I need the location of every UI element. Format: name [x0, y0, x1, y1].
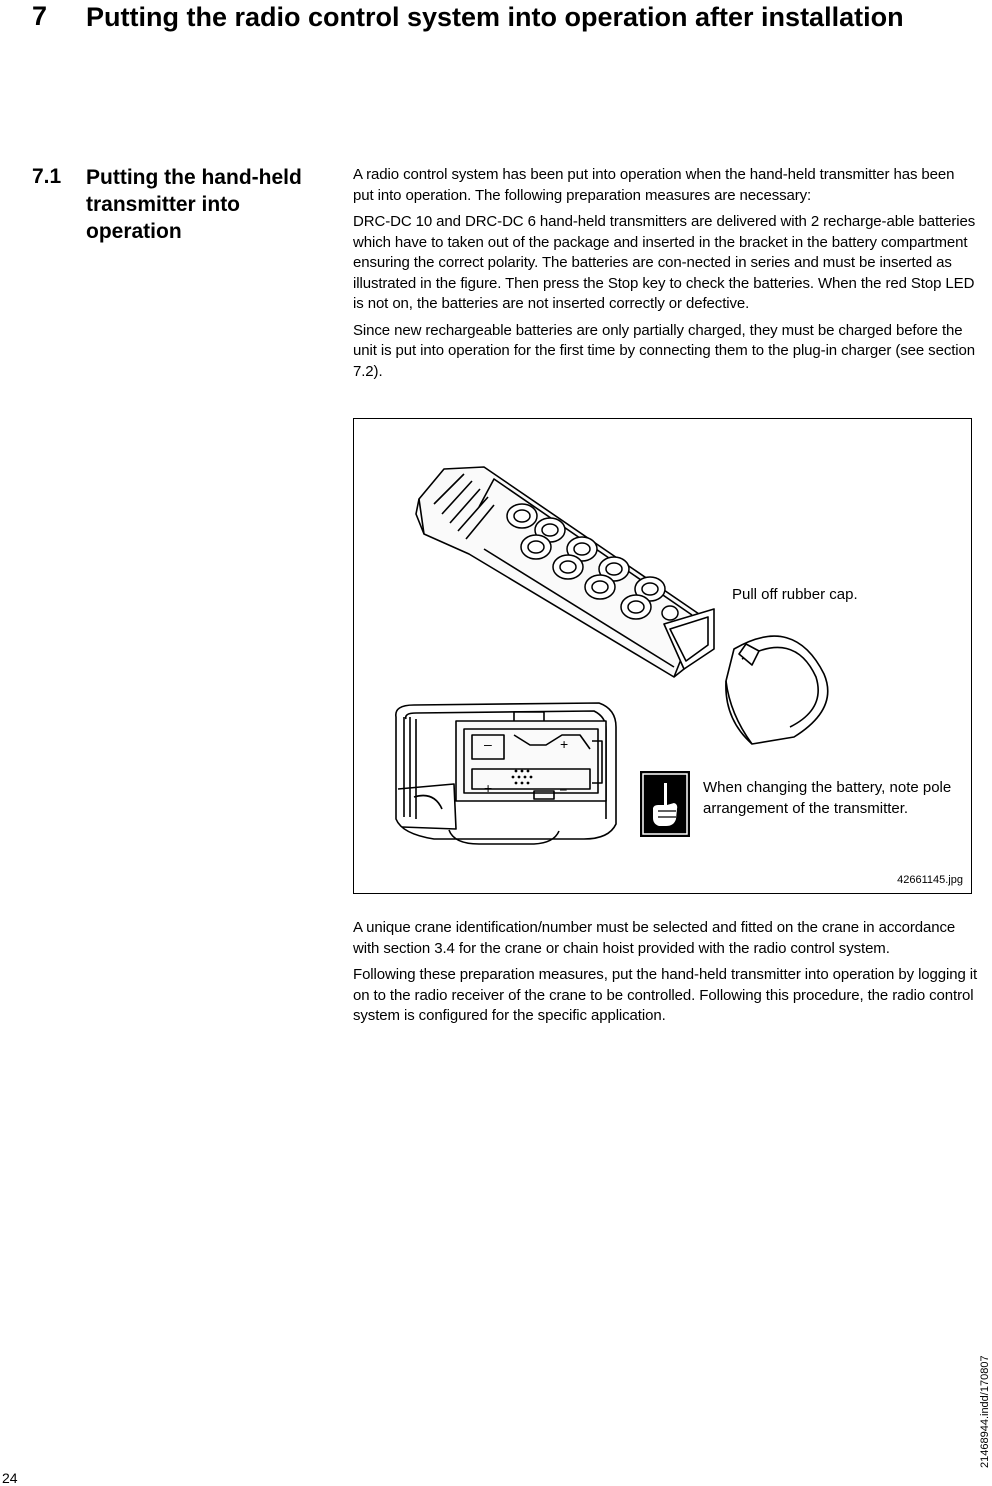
battery-plus-bottom: + — [484, 780, 493, 796]
battery-minus-bottom: – — [560, 782, 567, 796]
note-hand-icon — [640, 771, 690, 837]
body-text-bottom — [353, 918, 978, 1033]
paragraph: DRC-DC 10 and DRC-DC 6 hand-held transmitters are delivered with 2 recharge-able batteries which have to taken out of the package and inserted in the bracket in the battery compartment ensuring the correct polarity. The batteries are con-nected in series and must be inserted as illustrated in the figure. Then press the Stop key to check the batteries. When the red Stop LED is not on, the batteries are not inserted correctly or defective. — [353, 213, 976, 312]
figure-battery-change — [353, 418, 972, 894]
battery-minus-top: – — [484, 736, 492, 752]
note-text: When changing the battery, note pole arrangement of the transmitter. — [703, 779, 952, 817]
pointing-hand-icon — [640, 771, 690, 837]
battery-plus-top: + — [560, 736, 569, 752]
rubber-cap-drawing — [726, 636, 828, 744]
paragraph: A unique crane identification/number must be selected and fitted on the crane in accordance with section 3.4 for the crane or chain hoist provided with the radio control system. — [353, 919, 956, 957]
body-text-top — [353, 165, 978, 388]
chapter-number: 7 — [32, 1, 48, 31]
section-title: Putting the hand-held transmitter into operation — [86, 166, 302, 243]
paragraph: A radio control system has been put into operation when the hand-held transmitter has been put into operation. The following preparation measures are necessary: — [353, 166, 955, 204]
section-number: 7.1 — [32, 165, 62, 188]
page-number: 24 — [2, 1470, 18, 1486]
battery-compartment-drawing — [396, 703, 616, 844]
cap-label: Pull off rubber cap. — [732, 586, 858, 603]
chapter-title: Putting the radio control system into operation after installation — [86, 2, 904, 32]
figure-image-id: 42661145.jpg — [897, 874, 963, 886]
paragraph: Following these preparation measures, put the hand-held transmitter into operation by logging it on to the radio receiver of the crane to be controlled. Following this procedure, the radio control system is configured for the specific application. — [353, 966, 978, 1024]
file-reference: 21468944.indd/170807 — [979, 1355, 991, 1468]
paragraph: Since new rechargeable batteries are only partially charged, they must be charged before the unit is put into operation for the first time by connecting them to the plug-in charger (see section 7.2). — [353, 321, 976, 380]
